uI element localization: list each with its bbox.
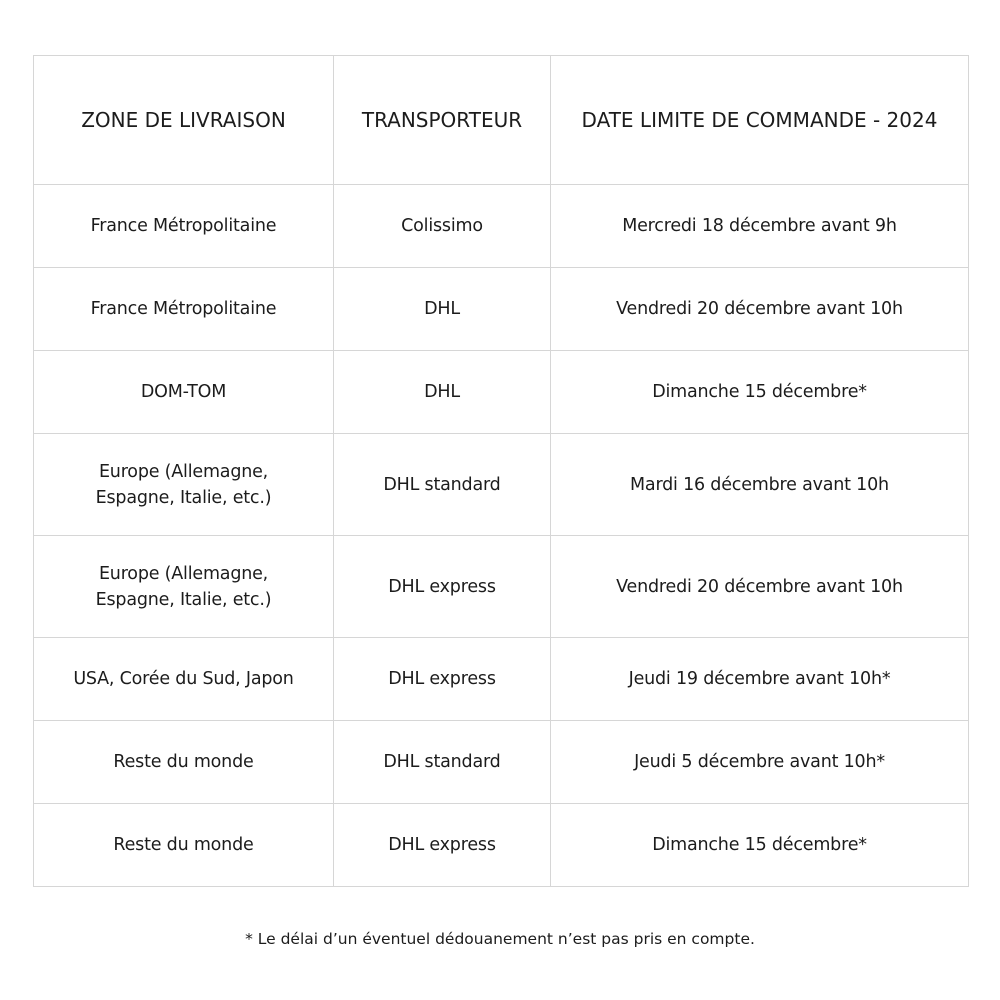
cell-zone-text: Europe (Allemagne, Espagne, Italie, etc.) <box>95 461 272 508</box>
shipping-deadlines-table <box>33 55 969 887</box>
cell-zone: Reste du monde <box>34 721 334 804</box>
cell-deadline: Vendredi 20 décembre avant 10h <box>551 268 969 351</box>
table-row <box>34 536 969 638</box>
cell-deadline: Mercredi 18 décembre avant 9h <box>551 185 969 268</box>
cell-deadline: Dimanche 15 décembre* <box>551 351 969 434</box>
header-carrier: TRANSPORTEUR <box>334 56 551 185</box>
table-row <box>34 434 969 536</box>
cell-zone: USA, Corée du Sud, Japon <box>34 638 334 721</box>
cell-carrier: DHL <box>334 351 551 434</box>
shipping-deadlines-table-container <box>33 55 968 887</box>
cell-zone: Reste du monde <box>34 804 334 887</box>
table-row <box>34 638 969 721</box>
footnote: * Le délai d’un éventuel dédouanement n’est pas pris en compte. <box>245 930 755 948</box>
table-row <box>34 268 969 351</box>
cell-zone: France Métropolitaine <box>34 268 334 351</box>
table-header-row <box>34 56 969 185</box>
table-row <box>34 185 969 268</box>
cell-carrier: DHL express <box>334 804 551 887</box>
cell-deadline: Mardi 16 décembre avant 10h <box>551 434 969 536</box>
cell-deadline: Jeudi 5 décembre avant 10h* <box>551 721 969 804</box>
cell-deadline: Dimanche 15 décembre* <box>551 804 969 887</box>
header-zone: ZONE DE LIVRAISON <box>34 56 334 185</box>
cell-carrier: DHL standard <box>334 434 551 536</box>
table-row <box>34 804 969 887</box>
cell-zone: DOM-TOM <box>34 351 334 434</box>
cell-carrier: DHL standard <box>334 721 551 804</box>
cell-carrier: DHL express <box>334 638 551 721</box>
cell-deadline: Vendredi 20 décembre avant 10h <box>551 536 969 638</box>
cell-zone: France Métropolitaine <box>34 185 334 268</box>
table-row <box>34 351 969 434</box>
cell-zone <box>34 434 334 536</box>
cell-carrier: Colissimo <box>334 185 551 268</box>
cell-carrier: DHL <box>334 268 551 351</box>
cell-zone-text: Europe (Allemagne, Espagne, Italie, etc.) <box>95 563 272 610</box>
header-deadline: DATE LIMITE DE COMMANDE - 2024 <box>551 56 969 185</box>
cell-carrier: DHL express <box>334 536 551 638</box>
cell-deadline: Jeudi 19 décembre avant 10h* <box>551 638 969 721</box>
cell-zone <box>34 536 334 638</box>
table-row <box>34 721 969 804</box>
